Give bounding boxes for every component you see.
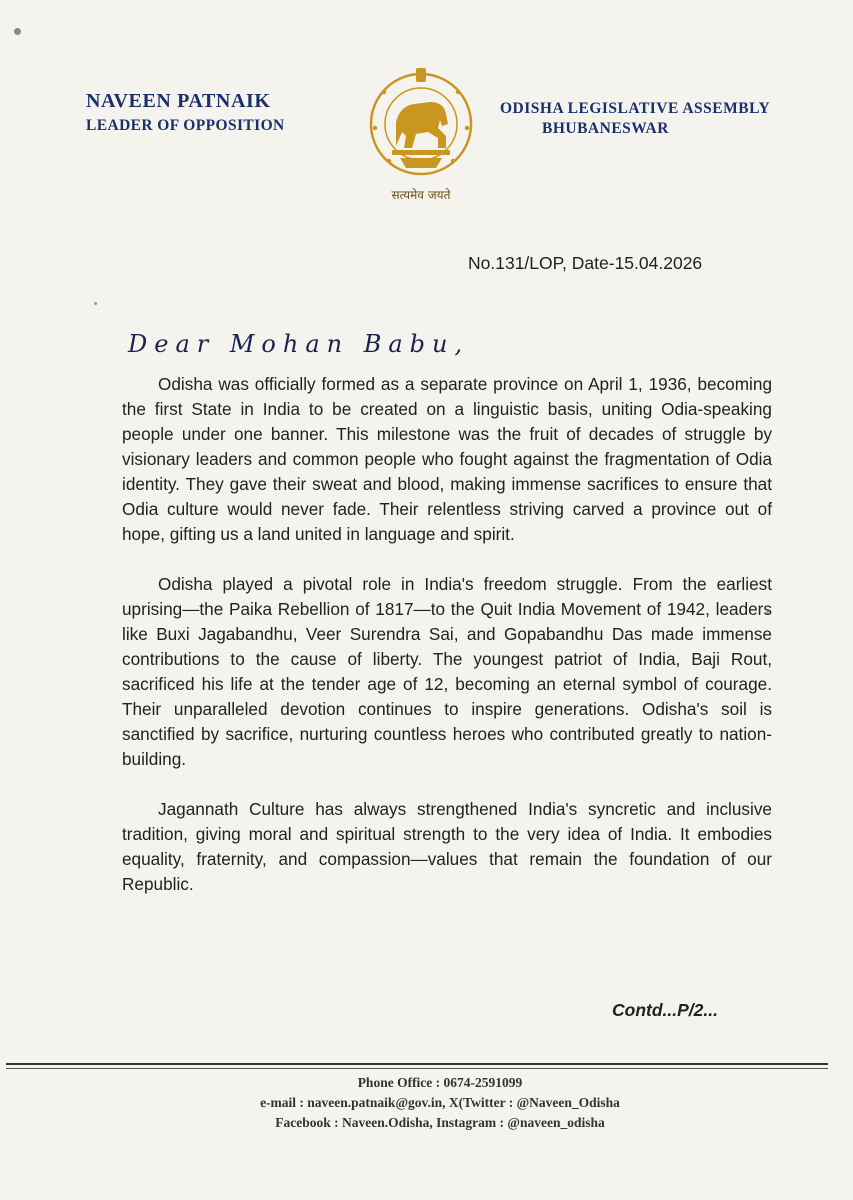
punch-hole-mark (14, 28, 21, 35)
body-paragraph: Jagannath Culture has always strengthened India's syncretic and inclusive tradition, giving moral and spiritual strength to the very idea of India. It embodies equality, fraternity, and compassion—values that remain the foundation of our Republic. (122, 799, 772, 894)
office-city: BHUBANESWAR (542, 120, 669, 137)
letter-reference: No.131/LOP, Date-15.04.2026 (468, 253, 703, 273)
paper-speck (94, 302, 97, 305)
continued-marker: Contd...P/2... (612, 1000, 718, 1020)
footer-social: Facebook : Naveen.Odisha, Instagram : @naveen_odisha (275, 1115, 605, 1130)
body-paragraph: Odisha was officially formed as a separate province on April 1, 1936, becoming the first State in India to be created on a linguistic basis, uniting Odia-speaking people under one banner. This milestone was the fruit of decades of struggle by visionary leaders and common people who fought against the fragmentation of Odia identity. They gave their sweat and blood, making immense sacrifices to ensure that Odia culture would never fade. Their relentless striving carved a province out of hope, gifting us a land united in language and spirit. (122, 374, 772, 544)
letterhead-office (500, 100, 820, 138)
footer-phone: Phone Office : 0674-2591099 (357, 1075, 523, 1090)
handwritten-salutation: Dear Mohan Babu, (128, 330, 470, 358)
footer-email: e-mail : naveen.patnaik@gov.in, X(Twitter : @Naveen_Odisha (260, 1095, 620, 1110)
letter-body (122, 372, 772, 922)
sender-name: NAVEEN PATNAIK (86, 90, 271, 112)
letterhead-sender (86, 90, 346, 135)
footer-divider (6, 1063, 828, 1065)
letterhead-footer (160, 1073, 720, 1133)
emblem-motto: सत्यमेव जयते (391, 188, 451, 202)
sender-role: LEADER OF OPPOSITION (86, 117, 285, 134)
body-paragraph: Odisha played a pivotal role in India's freedom struggle. From the earliest uprising—the Paika Rebellion of 1817—to the Quit India Movement of 1942, leaders like Buxi Jagabandhu, Veer Surendra Sai, and Gopabandhu Das made immense contributions to the cause of liberty. The youngest patriot of India, Baji Rout, sacrificed his life at the tender age of 12, becoming an eternal symbol of courage. Their unparalleled devotion continues to inspire generations. Odisha's soil is sanctified by sacrifice, nurturing countless heroes who contributed greatly to nation-building. (122, 574, 772, 769)
footer-divider (6, 1068, 828, 1069)
office-name: ODISHA LEGISLATIVE ASSEMBLY (500, 100, 771, 117)
